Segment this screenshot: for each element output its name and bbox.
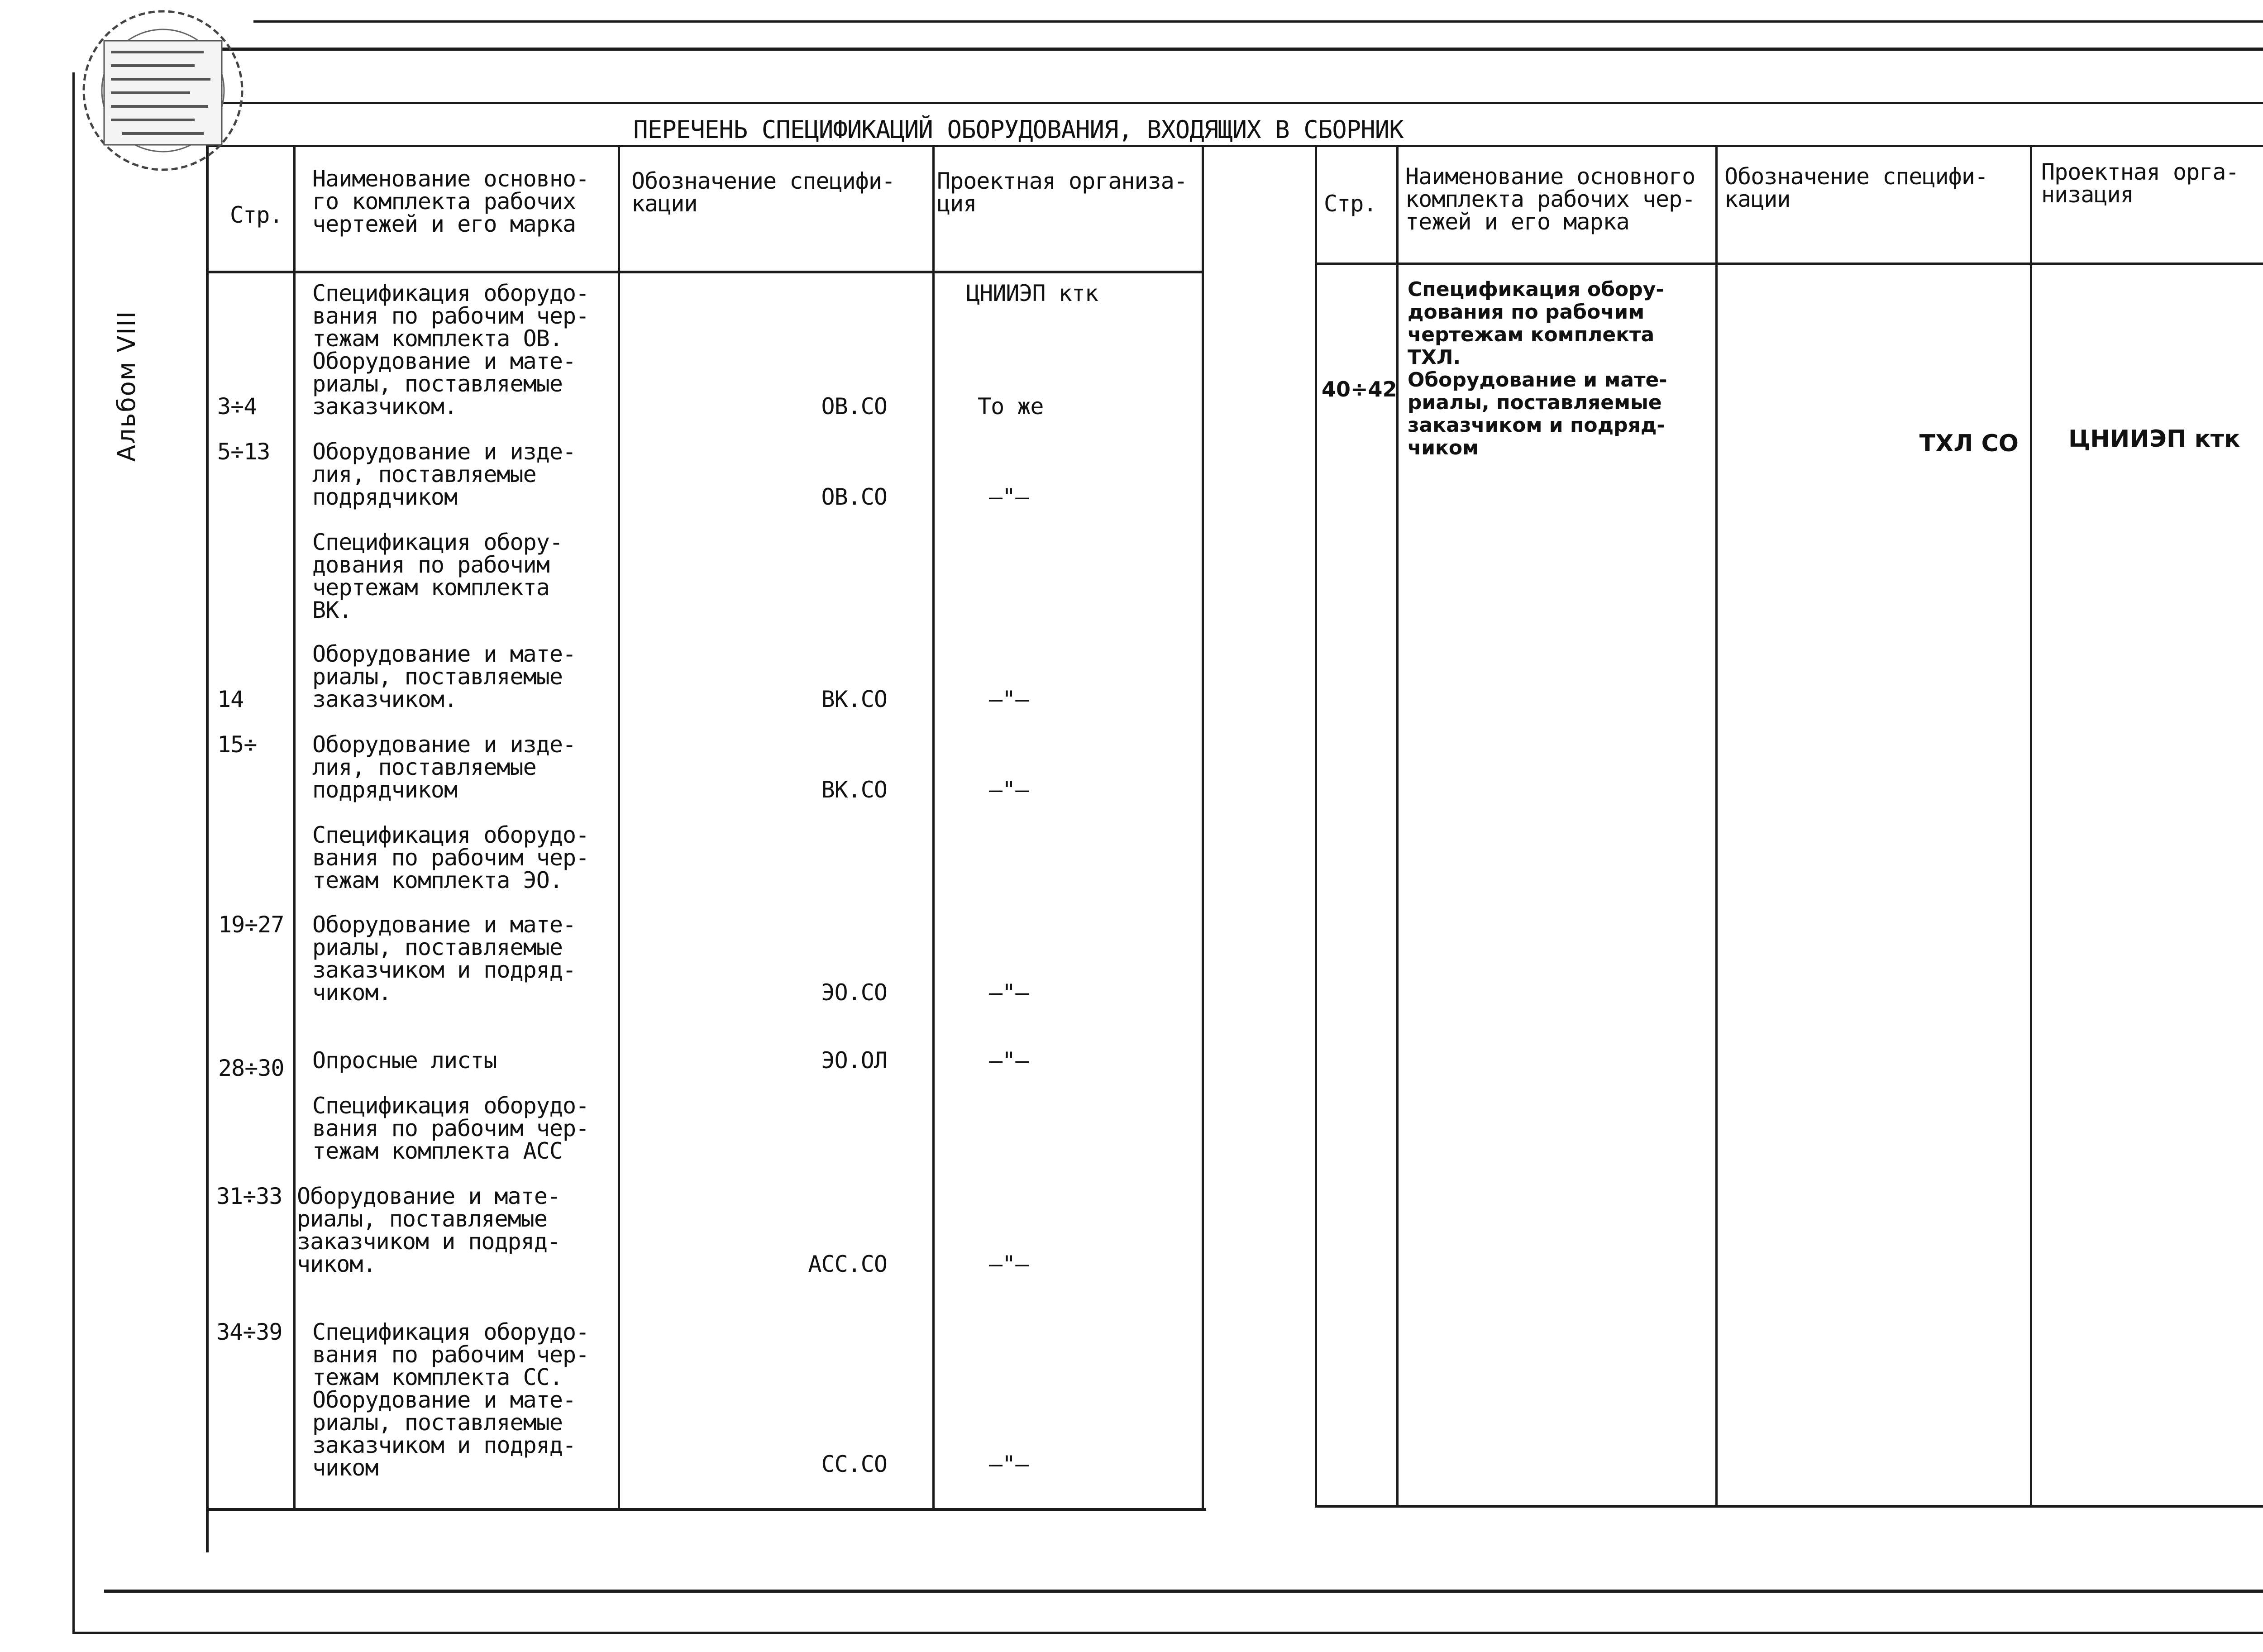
table-row-2-name: Оборудование и изде- лия, поставляемые подрядчиком — [312, 439, 576, 510]
table-row-6-name: Спецификация оборудо- вания по рабочим чер- тежам комплекта ЭО. — [312, 822, 589, 893]
table-row-7-org: –"– — [989, 979, 1029, 1006]
table-row-8-page: 28÷30 — [218, 1055, 284, 1081]
right-table-bottom-line — [1315, 1505, 2263, 1508]
approval-stamp-icon — [59, 0, 267, 195]
table-row-5-org: –"– — [989, 777, 1029, 803]
table-row-5-page: 15÷ — [217, 731, 257, 758]
table-row-1-name: Оборудование и мате- риалы, поставляемые заказчиком. — [312, 348, 576, 420]
table-row-11-org: –"– — [989, 1451, 1029, 1477]
right-col-divider-1 — [1396, 147, 1399, 1507]
table-row-1-org: То же — [978, 393, 1044, 420]
table-row-5-name: Оборудование и изде- лия, поставляемые подрядчиком — [312, 731, 576, 803]
album-label: Альбом VIII — [112, 310, 141, 462]
table-row-2-designation: ОВ.СО — [821, 484, 887, 510]
table-row-4-designation: ВК.СО — [821, 686, 887, 712]
table-row-8-name: Опросные листы — [312, 1047, 497, 1074]
left-col-divider-3 — [932, 147, 935, 1509]
right-row-0-page: 40÷42 — [1322, 377, 1397, 401]
table-row-2-org: –"– — [989, 484, 1029, 510]
table-row-7-page: 19÷27 — [218, 912, 284, 938]
left-header-designation: Обозначение специфи- кации — [631, 168, 895, 217]
table-row-4-name: Оборудование и мате- риалы, поставляемые заказчиком. — [312, 641, 576, 712]
title-band-bottom — [206, 145, 2263, 147]
table-row-4-org: –"– — [989, 686, 1029, 712]
table-row-4-page: 14 — [217, 686, 244, 712]
right-col-divider-0 — [1315, 147, 1317, 1507]
table-row-9-name: Спецификация оборудо- вания по рабочим чер- тежам комплекта АСС — [312, 1093, 589, 1164]
table-row-8-designation: ЭО.ОЛ — [821, 1047, 887, 1074]
right-header-org: Проектная орга- низация — [2041, 159, 2239, 208]
left-col-divider-1 — [293, 147, 296, 1509]
right-header-designation: Обозначение специфи- кации — [1724, 163, 1988, 212]
right-col-divider-2 — [1715, 147, 1718, 1507]
table-row-1-designation: ОВ.СО — [821, 393, 887, 420]
table-row-3-name: Спецификация обору- дования по рабочим чертежам комплекта ВК. — [312, 529, 563, 623]
table-row-0-org: ЦНИИЭП ктк — [966, 280, 1098, 306]
right-table-header-line — [1315, 263, 2263, 265]
left-col-divider-2 — [618, 147, 620, 1509]
right-header-page: Стр. — [1324, 191, 1377, 217]
frame-left-outer — [72, 72, 75, 1634]
table-row-10-name: Оборудование и мате- риалы, поставляемые заказчиком и подряд- чиком. — [297, 1183, 561, 1277]
title-band-top — [206, 102, 2263, 104]
frame-top-line-upper — [253, 20, 2263, 23]
table-row-11-page: 34÷39 — [216, 1319, 282, 1345]
frame-bottom-line — [104, 1590, 2263, 1593]
right-row-0-designation: ТХЛ СО — [1919, 430, 2019, 457]
right-row-0-name: Спецификация обору- дования по рабочим чертежам комплекта ТХЛ. Оборудование и мате- риалы, поставляемые заказчиком и подряд- чиком — [1408, 278, 1667, 459]
table-row-1-page: 3÷4 — [217, 393, 257, 420]
right-row-0-org: ЦНИИЭП ктк — [2068, 425, 2240, 453]
table-row-11-name: Спецификация оборудо- вания по рабочим чер- тежам комплекта СС. Оборудование и мате- риалы, поставляемые заказчиком и подряд- чиком — [312, 1319, 589, 1481]
table-row-10-designation: АСС.СО — [808, 1251, 887, 1277]
table-row-5-designation: ВК.СО — [821, 777, 887, 803]
table-row-10-page: 31÷33 — [216, 1183, 282, 1209]
frame-left-inner — [206, 102, 209, 1552]
right-header-name: Наименование основного комплекта рабочих чер- тежей и его марка — [1405, 163, 1695, 235]
table-row-11-designation: СС.СО — [821, 1451, 887, 1477]
left-col-divider-4 — [1202, 147, 1204, 1509]
left-table-header-line — [206, 271, 1202, 273]
left-table-bottom-line — [206, 1508, 1206, 1511]
left-header-name: Наименование основно- го комплекта рабочих чертежей и его марка — [312, 166, 589, 237]
page-title: ПЕРЕЧЕНЬ СПЕЦИФИКАЦИЙ ОБОРУДОВАНИЯ, ВХОДЯЩИХ В СБОРНИК — [633, 115, 1404, 144]
table-row-10-org: –"– — [989, 1251, 1029, 1277]
left-header-org: Проектная организа- ция — [937, 168, 1187, 217]
table-row-2-page: 5÷13 — [217, 439, 270, 465]
frame-top-line — [104, 48, 2263, 51]
right-col-divider-3 — [2030, 147, 2032, 1507]
table-row-8-org: –"– — [989, 1047, 1029, 1074]
table-row-7-name: Оборудование и мате- риалы, поставляемые заказчиком и подряд- чиком. — [312, 912, 576, 1006]
table-row-7-designation: ЭО.СО — [821, 979, 887, 1006]
table-row-0-name: Спецификация оборудо- вания по рабочим чер- тежам комплекта ОВ. — [312, 280, 589, 352]
left-header-page: Стр. — [230, 202, 283, 228]
frame-bottom-outer — [75, 1632, 2263, 1634]
